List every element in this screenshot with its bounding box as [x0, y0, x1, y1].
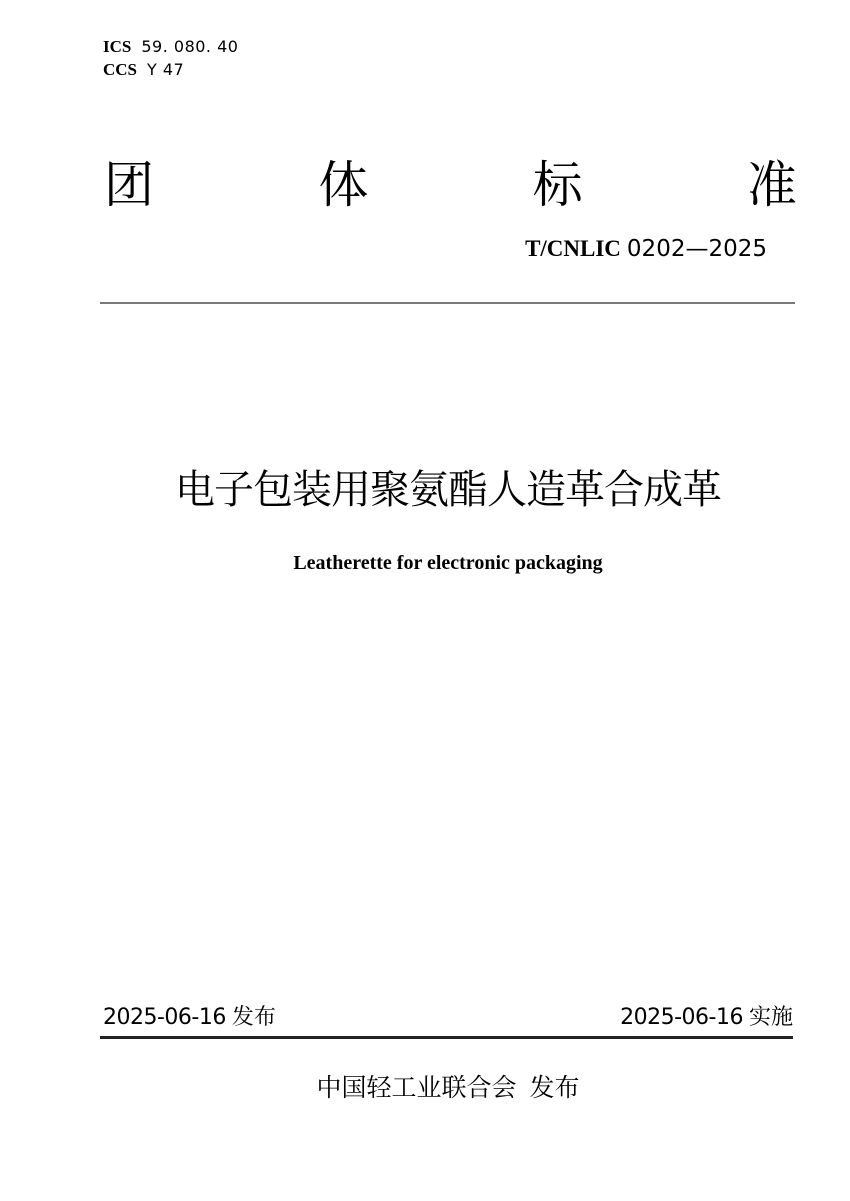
publisher-suffix: 发布 — [529, 1073, 580, 1102]
publisher-line — [100, 1072, 796, 1104]
ccs-code — [103, 59, 238, 81]
implementation-date — [620, 1004, 793, 1032]
document-title-en: Leatherette for electronic packaging — [293, 552, 603, 574]
issue-date — [103, 1004, 276, 1032]
banner-char: 准 — [746, 156, 797, 214]
ics-label: ICS — [103, 37, 132, 56]
classification-codes — [103, 36, 238, 82]
standard-number — [525, 236, 767, 262]
banner-char: 团 — [104, 156, 154, 214]
banner-char: 标 — [532, 156, 583, 214]
banner-char: 体 — [318, 156, 369, 214]
banner-title — [104, 156, 797, 214]
ics-value: 59. 080. 40 — [141, 37, 239, 56]
implementation-date-label: 实施 — [748, 1005, 793, 1030]
standard-number-code: 0202—2025 — [626, 236, 767, 262]
ics-code — [103, 36, 238, 58]
issue-date-value: 2025-06-16 — [103, 1005, 226, 1030]
ccs-value: Y 47 — [147, 60, 185, 79]
implementation-date-value: 2025-06-16 — [620, 1005, 743, 1030]
document-title-cn: 电子包装用聚氨酯人造革合成革 — [175, 467, 721, 513]
ccs-label: CCS — [103, 60, 138, 79]
top-rule — [100, 302, 795, 304]
standard-number-prefix: T/CNLIC — [525, 236, 621, 261]
bottom-rule — [100, 1036, 793, 1039]
publisher-name: 中国轻工业联合会 — [316, 1073, 517, 1102]
issue-date-label: 发布 — [231, 1005, 276, 1030]
date-row — [103, 1004, 793, 1032]
